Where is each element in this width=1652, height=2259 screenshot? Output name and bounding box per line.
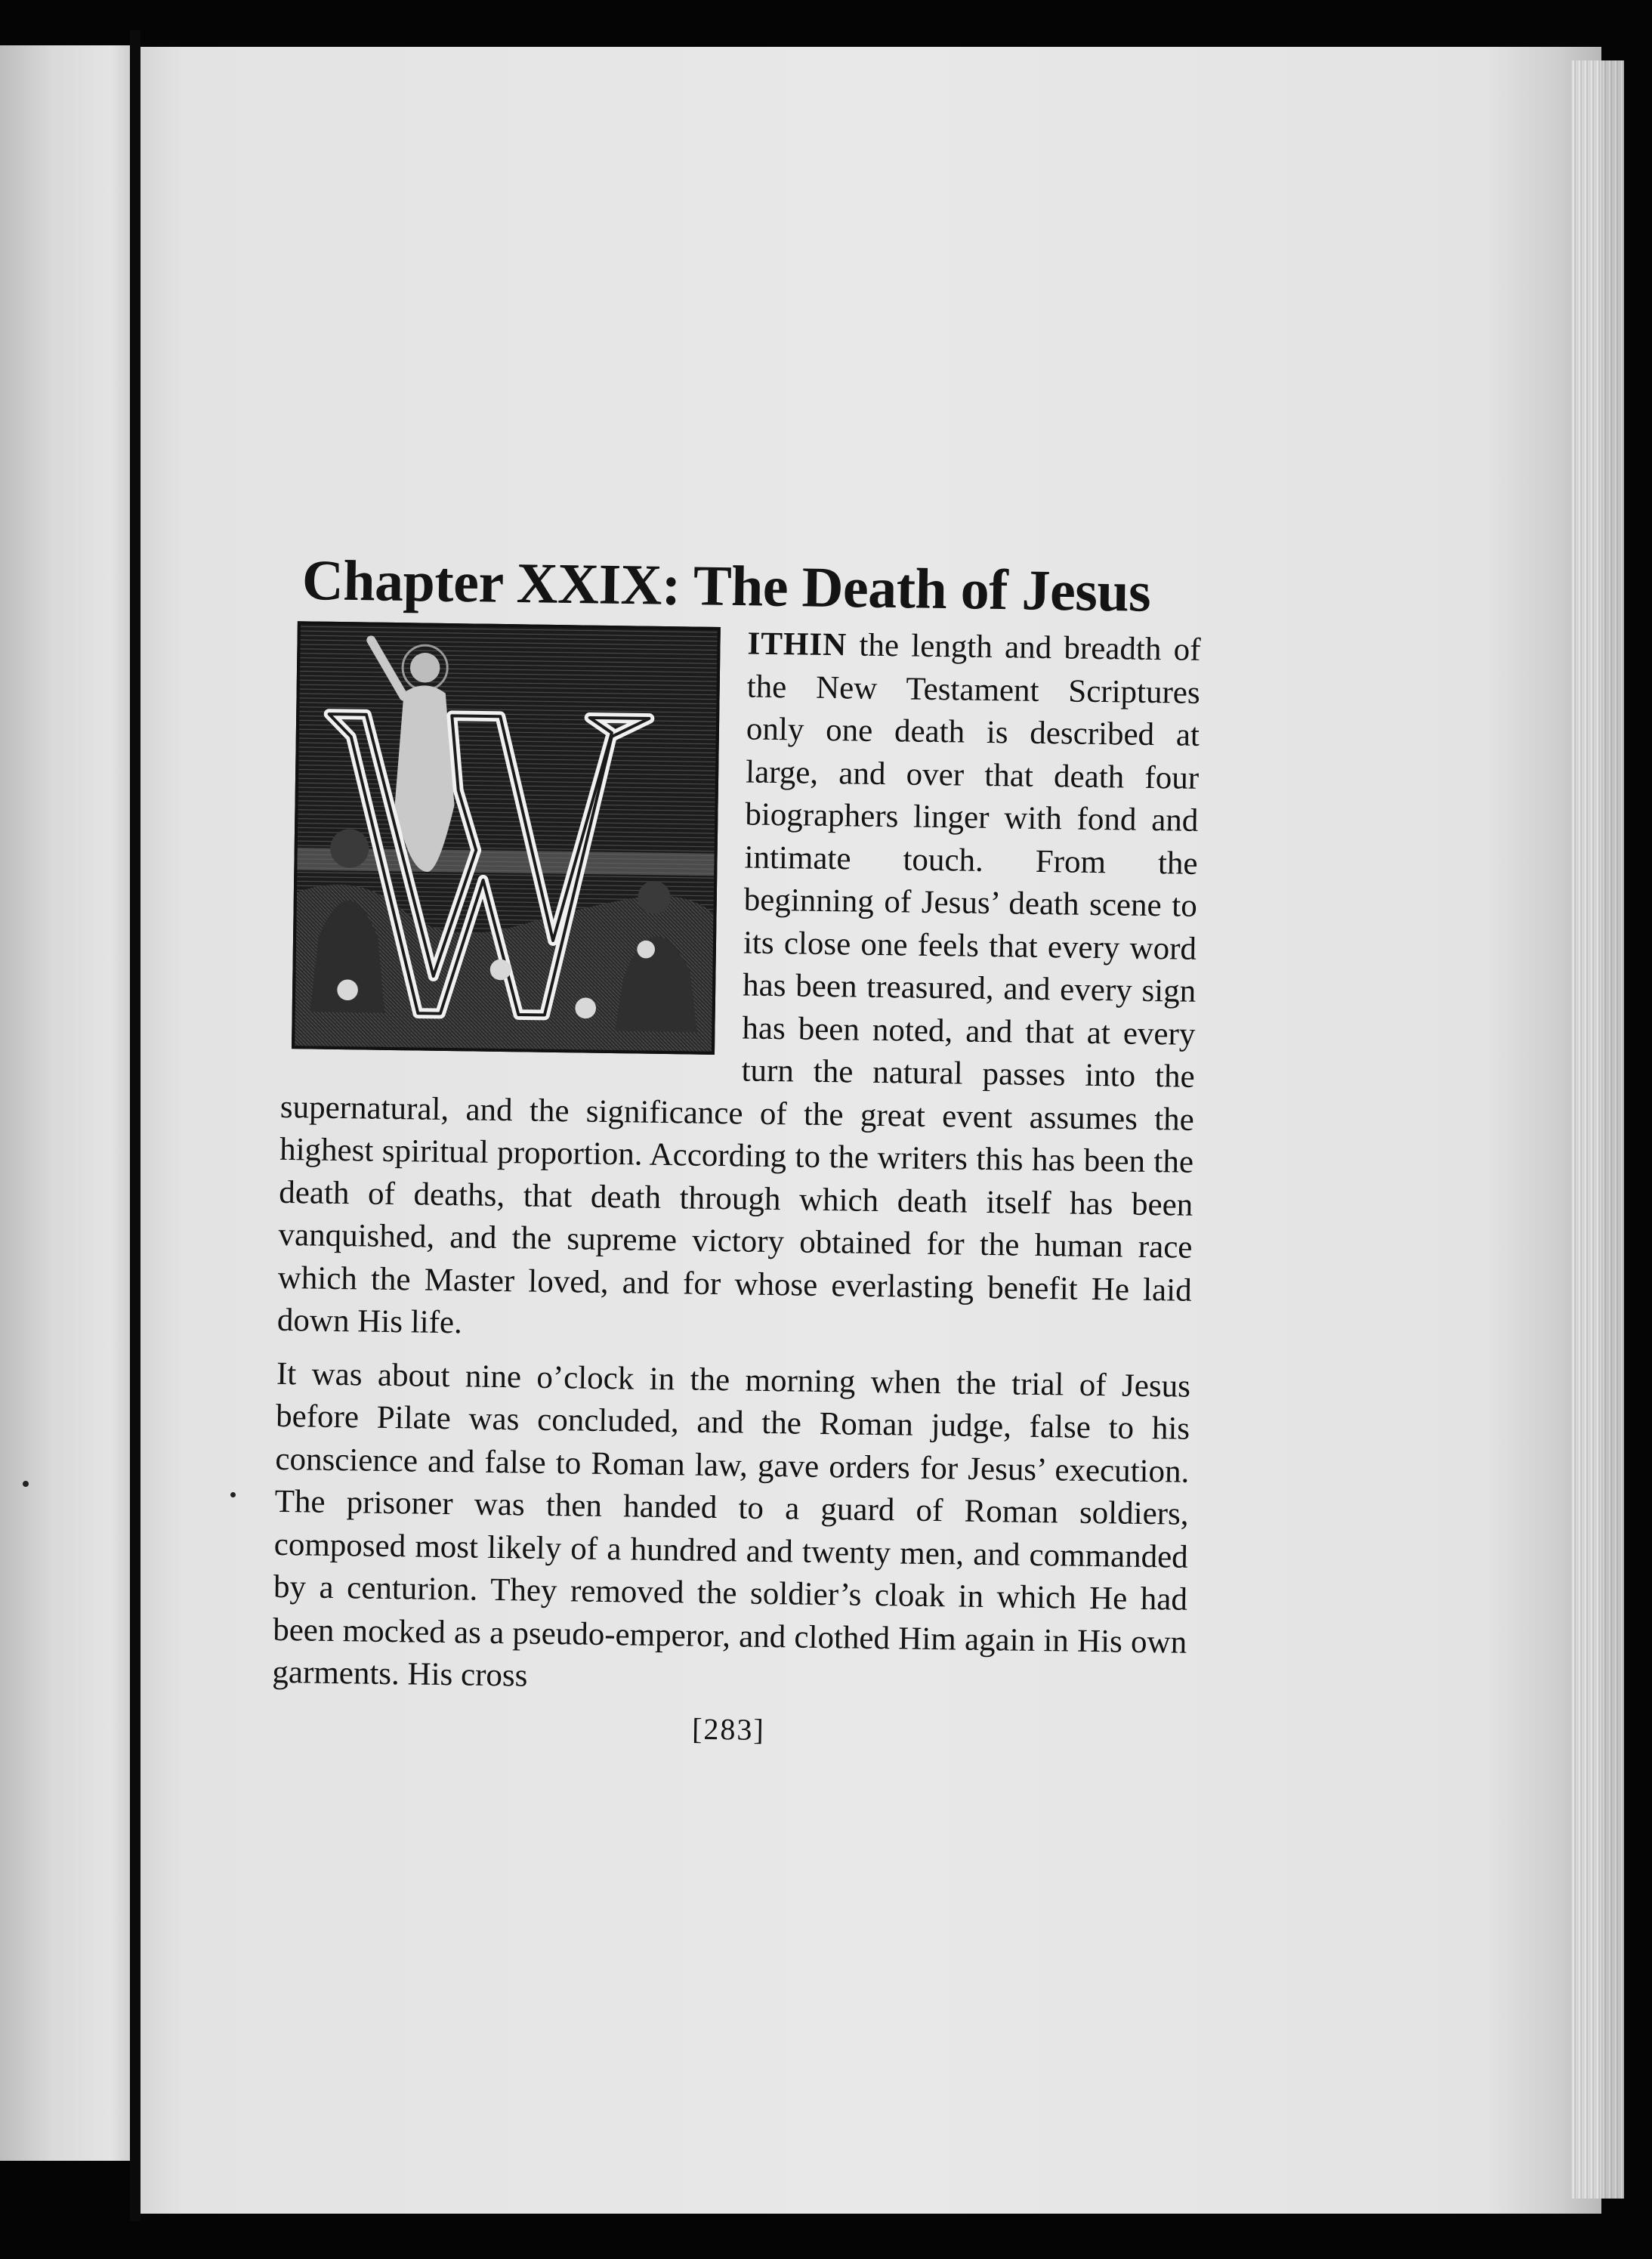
paragraph-2: It was about nine o’clock in the morning when the trial of Jesus before Pilate was concluded, and the Roman judge, false to his conscience and false to Roman law, gave orders for Jesus’ execution. The prisoner was then handed to a guard of Roman soldiers, composed most likely of a hundred and twenty men, and commanded by a centurion. They removed the soldier’s cloak in which He had been mocked as a pseudo-emperor, and clothed Him again in His own garments. His cross <box>272 1355 1191 1694</box>
book-gutter <box>130 30 140 2221</box>
body-text <box>271 617 1201 1757</box>
page-text-block <box>272 549 1201 1747</box>
dust-speck <box>23 1481 29 1487</box>
page-number: [283] <box>691 1711 766 1747</box>
previous-page-edge <box>0 45 130 2161</box>
paragraph-1-text: the length and breadth of the New Testament Scriptures only one death is described at large, and over that death four biographers linger with fond and intimate touch. From the beginning of Jesus’ death scene to its close one feels that every word has been treasured, and every sign has been noted, and that at every turn the natural passes into the supernatural, and the significance of the great event assumes the highest spiritual proportion. According to the writers this has been the death of deaths, that death through which death itself has been vanquished, and the supreme victory obtained for the human race which the Master loved, and for whose everlasting benefit He laid down His life. <box>276 627 1201 1341</box>
dropcap-continuation: ITHIN <box>747 626 848 663</box>
dust-speck <box>230 1492 236 1497</box>
illuminated-dropcap-image <box>292 621 721 1055</box>
chapter-title: Chapter XXIX: The Death of Jesus <box>301 549 1151 624</box>
page-stack-edge <box>1571 60 1624 2199</box>
dropcap-engraving <box>295 624 718 1052</box>
